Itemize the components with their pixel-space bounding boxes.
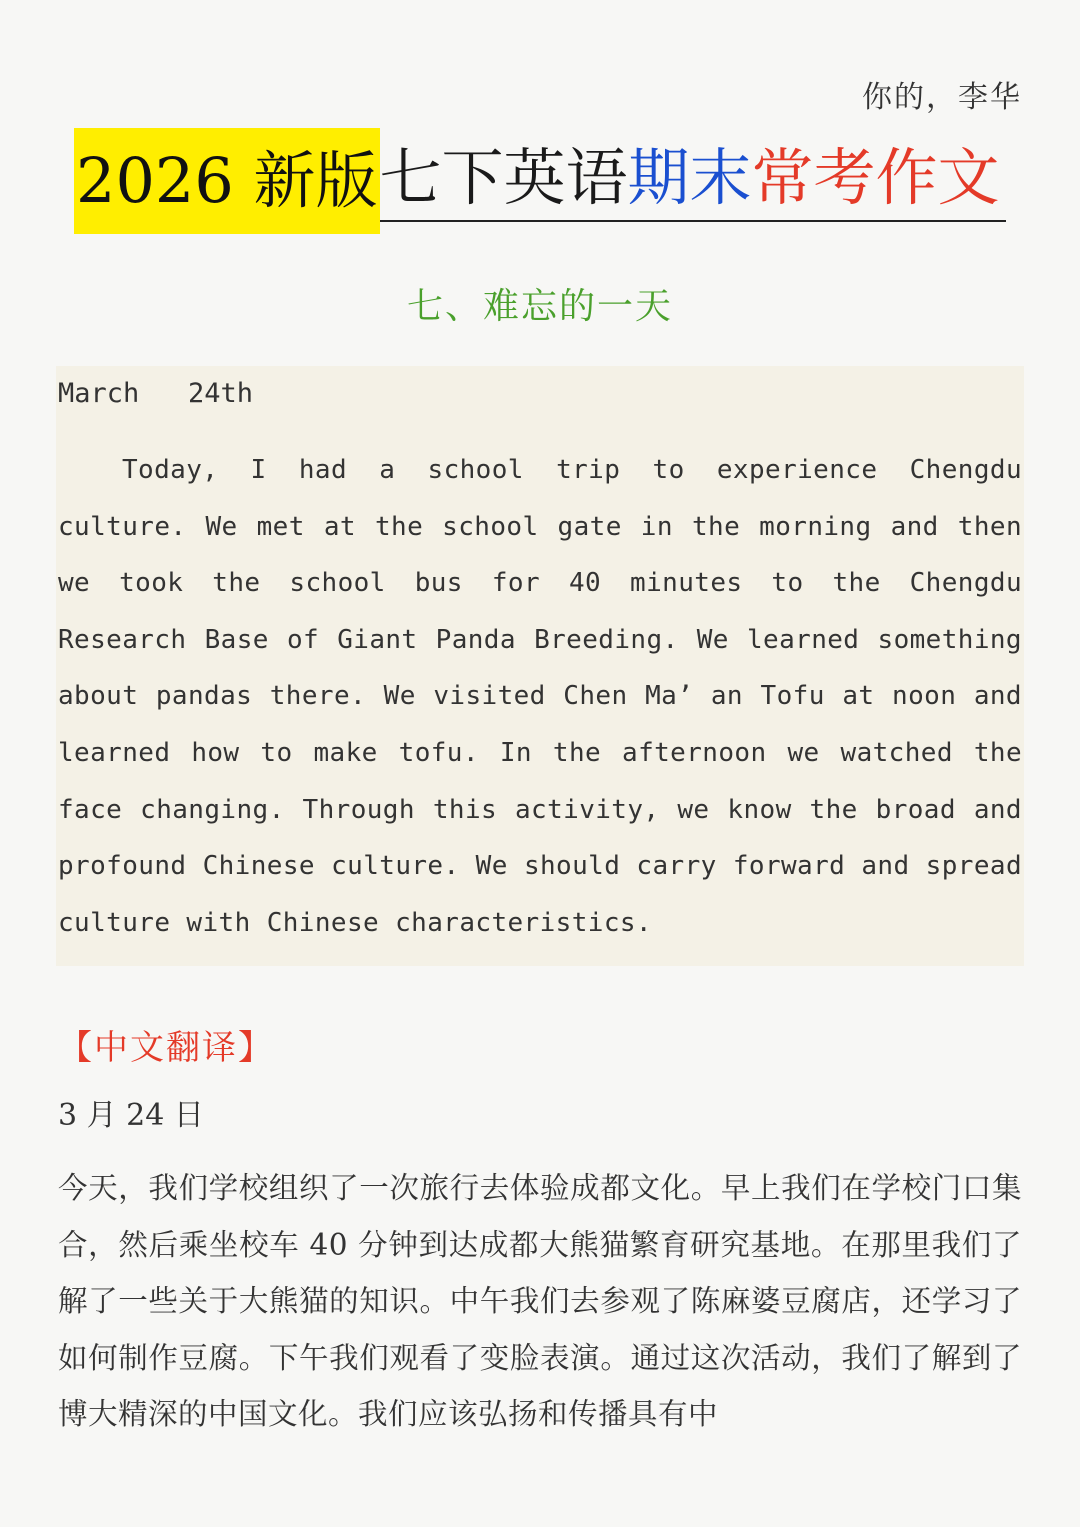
- essay-date: March 24th: [58, 378, 254, 409]
- translation-date: 3 月 24 日: [58, 1098, 204, 1133]
- signature: 你的，李华: [862, 80, 1022, 115]
- essay-body: Today, I had a school trip to experience Chengdu culture. We met at the school gate in the morning and then we took the school bus for 40 minutes to the Chengdu Research Base of Giant Panda Breeding. We learned something about pandas there. We visited Chen Ma’ an Tofu at noon and learned how to make tofu. In the afternoon we watched the face changing. Through this activity, we know the broad and profound Chinese culture. We should carry forward and spread culture with Chinese characteristics.: [58, 455, 1022, 938]
- translation-heading: 【中文翻译】: [58, 1028, 274, 1068]
- title-highlight-part: 2026 新版: [74, 128, 380, 234]
- title-red-part: 常考作文: [751, 141, 1000, 214]
- title-blue-part: 期末: [627, 141, 752, 214]
- translation-body: 今天，我们学校组织了一次旅行去体验成都文化。早上我们在学校门口集合，然后乘坐校车 40 分钟到达成都大熊猫繁育研究基地。在那里我们了解了一些关于大熊猫的知识。中午我们去参观了陈麻婆豆腐店，还学习了如何制作豆腐。下午我们观看了变脸表演。通过这次活动，我们了解到了博大精深的中国文化。我们应该弘扬和传播具有中: [58, 1171, 1022, 1432]
- title-black-part: 七下英语: [379, 141, 628, 214]
- essay-subtitle: 七、难忘的一天: [406, 286, 673, 327]
- page-title: [74, 128, 1006, 222]
